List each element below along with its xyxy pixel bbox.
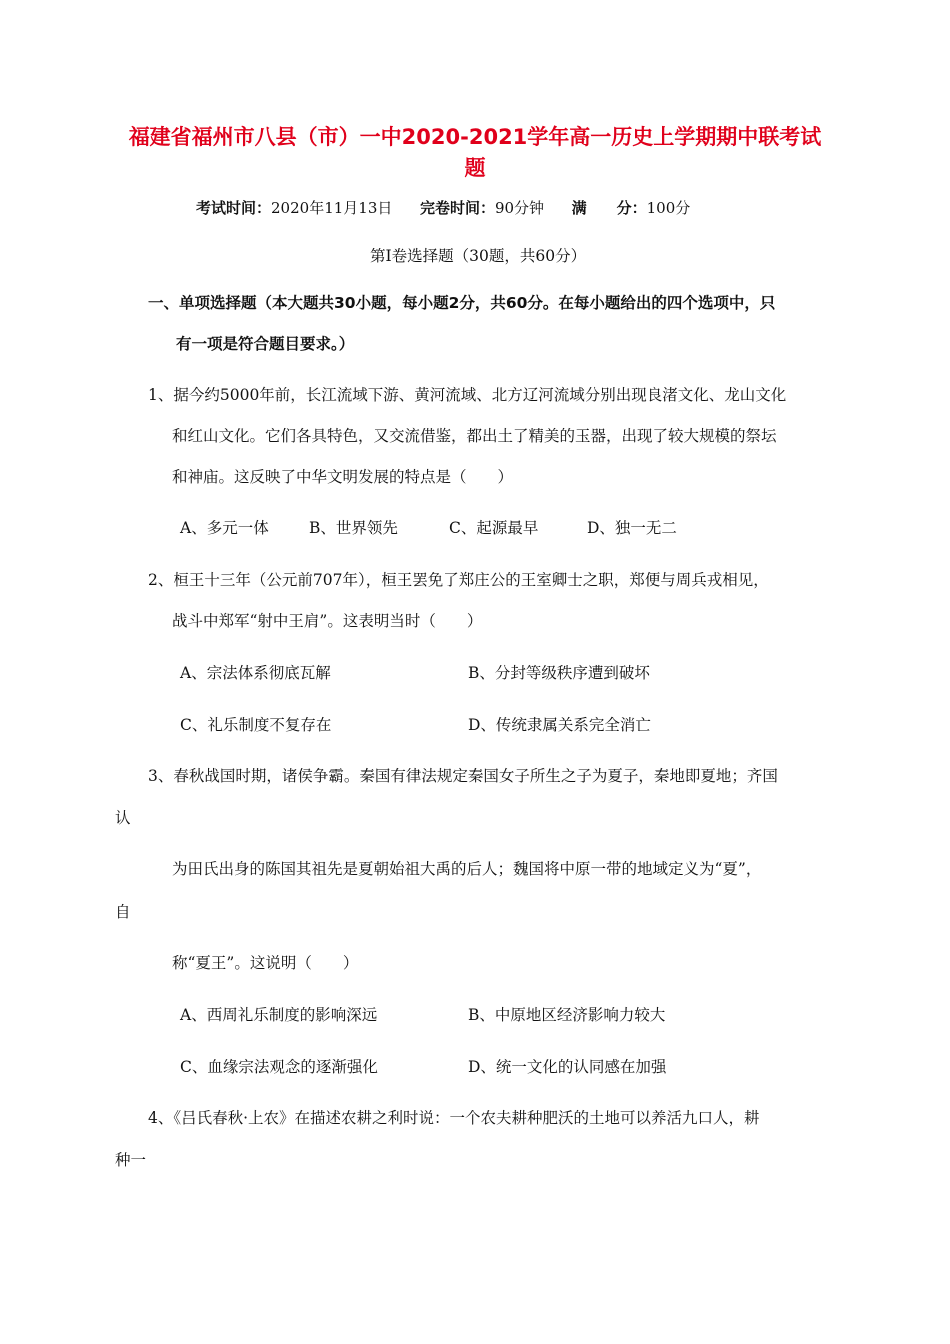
q3-line1-wrap: 认	[115, 809, 131, 827]
q3-line2: 为田氏出身的陈国其祖先是夏朝始祖大禹的后人；魏国将中原一带的地域定义为“夏”，	[172, 860, 762, 878]
section-instruction-line1: 一、单项选择题（本大题共30小题，每小题2分，共60分。在每小题给出的四个选项中，只	[148, 294, 776, 312]
exam-time-label: 考试时间：	[196, 199, 272, 217]
q2-line1: 2、桓王十三年（公元前707年），桓王罢免了郑庄公的王室卿士之职，郑便与周兵戎相见，	[148, 571, 769, 589]
q3-line3: 称“夏王”。这说明（ ）	[172, 954, 359, 972]
duration-value: 90分钟	[494, 199, 545, 217]
q1-line1: 1、据今约5000年前，长江流域下游、黄河流域、北方辽河流域分别出现良渚文化、龙山文化	[148, 386, 787, 404]
q1-line3: 和神庙。这反映了中华文明发展的特点是（ ）	[172, 468, 514, 486]
full-score-value: 100分	[646, 199, 691, 217]
q1-option-c: C、起源最早	[449, 519, 539, 537]
q2-option-c: C、礼乐制度不复存在	[180, 716, 332, 734]
full-score-label: 满 分：	[571, 199, 647, 217]
q3-option-a: A、西周礼乐制度的影响深远	[180, 1006, 378, 1024]
section-instruction-line2: 有一项是符合题目要求。）	[176, 335, 355, 353]
q1-option-a: A、多元一体	[180, 519, 269, 537]
q2-option-a: A、宗法体系彻底瓦解	[180, 664, 331, 682]
q1-line2: 和红山文化。它们各具特色，又交流借鉴，都出土了精美的玉器，出现了较大规模的祭坛	[172, 427, 777, 445]
q2-option-d: D、传统隶属关系完全消亡	[468, 716, 651, 734]
q3-option-b: B、中原地区经济影响力较大	[468, 1006, 666, 1024]
q3-option-c: C、血缘宗法观念的逐渐强化	[180, 1058, 378, 1076]
q1-option-d: D、独一无二	[587, 519, 677, 537]
exam-time-value: 2020年11月13日	[271, 199, 393, 217]
q4-line1: 4、《吕氏春秋·上农》在描述农耕之利时说：一个农夫耕种肥沃的土地可以养活九口人，耕	[148, 1109, 760, 1127]
document-title-line1: 福建省福州市八县（市）一中2020-2021学年高一历史上学期期中联考试	[128, 125, 822, 149]
q1-option-b: B、世界领先	[309, 519, 398, 537]
q2-line2: 战斗中郑军“射中王肩”。这表明当时（ ）	[172, 612, 483, 630]
q3-line2-wrap: 自	[115, 903, 131, 921]
volume-heading: 第Ⅰ卷选择题（30题，共60分）	[370, 247, 587, 265]
q4-line1-wrap: 种一	[115, 1151, 147, 1169]
q3-option-d: D、统一文化的认同感在加强	[468, 1058, 667, 1076]
document-title-line2: 题	[464, 156, 486, 180]
q2-option-b: B、分封等级秩序遭到破坏	[468, 664, 650, 682]
q3-line1: 3、春秋战国时期，诸侯争霸。秦国有律法规定秦国女子所生之子为夏子，秦地即夏地；齐国	[148, 767, 778, 785]
duration-label: 完卷时间：	[419, 199, 495, 217]
exam-info	[196, 197, 690, 218]
